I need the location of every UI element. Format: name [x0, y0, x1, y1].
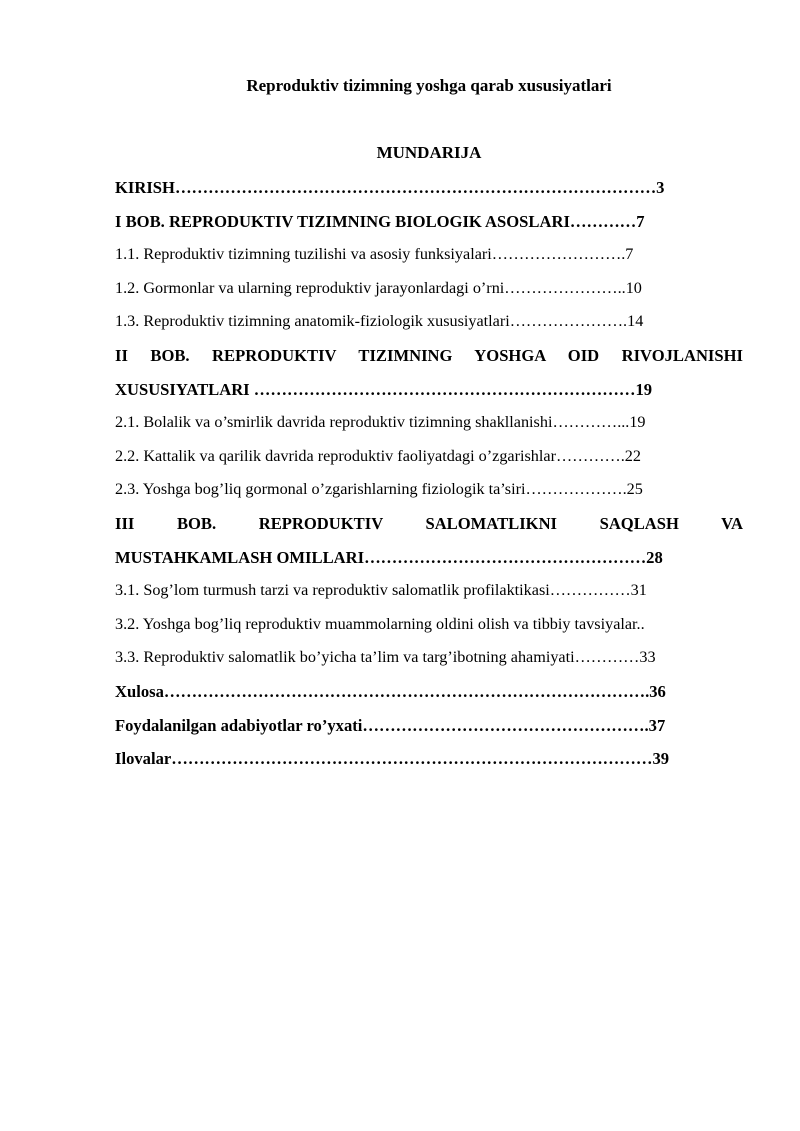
toc-entry-2-2: 2.2. Kattalik va qarilik davrida reproduktiv faoliyatdagi o’zgarishlar………….22 [115, 446, 641, 465]
toc-entry-xulosa: Xulosa…………………………………………………………………………….36 [115, 681, 666, 701]
toc-entry-2-1: 2.1. Bolalik va o’smirlik davrida reproduktiv tizimning shakllanishi…………...19 [115, 413, 646, 432]
toc-entry-kirish: KIRISH……………………………………………………………………………3 [115, 178, 665, 197]
toc-entry-3-1: 3.1. Sog’lom turmush tarzi va reproduktiv salomatlik profilaktikasi……………31 [115, 581, 647, 600]
document-title: Reproduktiv tizimning yoshga qarab xususiyatlari [246, 76, 612, 95]
toc-entry-chapter-1: I BOB. REPRODUKTIV TIZIMNING BIOLOGIK ASOSLARI…………7 [115, 211, 645, 231]
toc-entry-bibliography: Foydalanilgan adabiyotlar ro’yxati…………………………………………….37 [115, 715, 666, 735]
toc-heading: MUNDARIJA [376, 143, 482, 162]
toc-entry-appendices: Ilovalar……………………………………………………………………………39 [115, 749, 670, 769]
toc-entry-3-2: 3.2. Yoshga bog’liq reproduktiv muammolarning oldini olish va tibbiy tavsiyalar.. [115, 614, 645, 633]
toc-entry-1-1: 1.1. Reproduktiv tizimning tuzilishi va asosiy funksiyalari…………………….7 [115, 245, 634, 264]
toc-entry-chapter-3-line-1: III BOB. REPRODUKTIV SALOMATLIKNI SAQLASH VA [115, 513, 743, 533]
toc-entry-3-3: 3.3. Reproduktiv salomatlik bo’yicha ta’lim va targ’ibotning ahamiyati…………33 [115, 648, 656, 667]
toc-entry-chapter-3-line-2: MUSTAHKAMLASH OMILLARI……………………………………………28 [115, 547, 663, 567]
toc-entry-1-2: 1.2. Gormonlar va ularning reproduktiv jarayonlardagi o’rni…………………..10 [115, 278, 642, 297]
toc-entry-chapter-2-line-1: II BOB. REPRODUKTIV TIZIMNING YOSHGA OID RIVOJLANISHI [115, 345, 743, 365]
table-of-contents [115, 171, 743, 776]
toc-entry-chapter-2-line-2: XUSUSIYATLARI ……………………………………………………………19 [115, 379, 653, 399]
toc-entry-1-3: 1.3. Reproduktiv tizimning anatomik-fiziologik xususiyatlari………………….14 [115, 312, 644, 331]
toc-entry-2-3: 2.3. Yoshga bog’liq gormonal o’zgarishlarning fiziologik ta’siri……………….25 [115, 480, 643, 499]
